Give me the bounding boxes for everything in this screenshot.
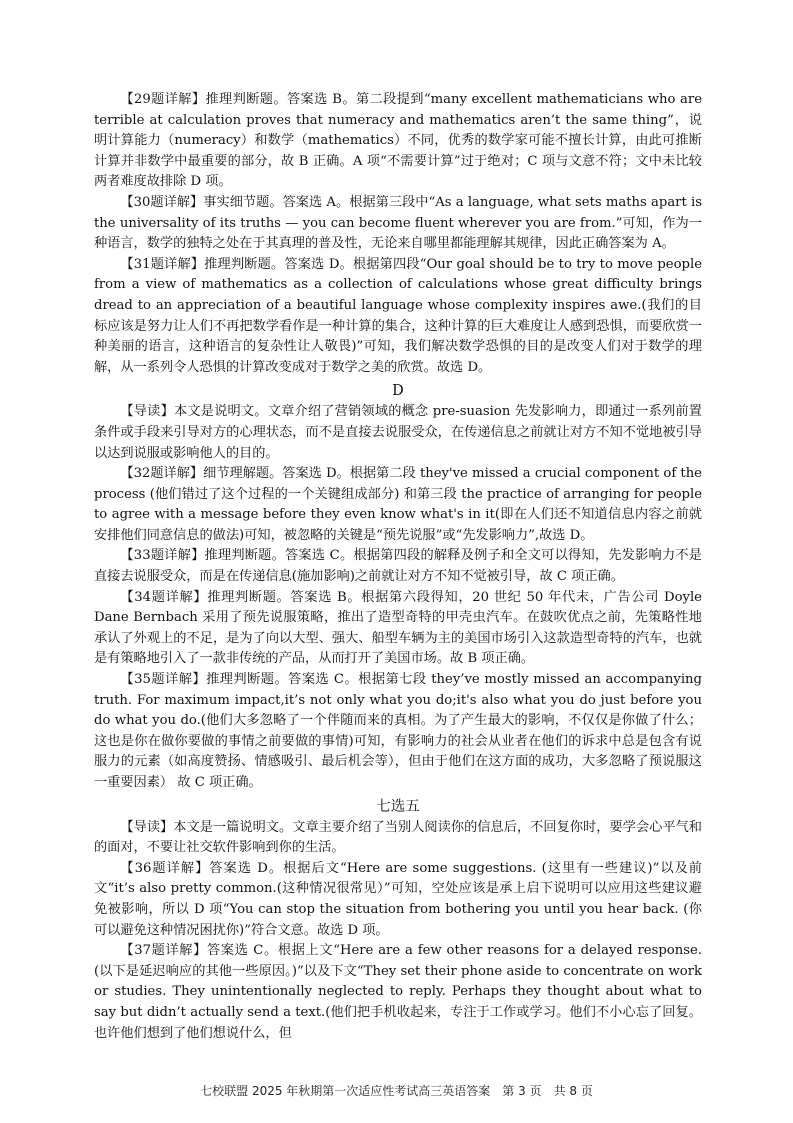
paragraph-guide-d: 【导读】本文是说明文。文章介绍了营销领域的概念 pre-suasion 先发影响力，即通过一系列前置条件或手段来引导对方的心理状态，而不是直接去说服受众，在传递信息之前就让对方不知不觉地被引导以达到说服或影响他人的目的。 xyxy=(94,404,702,461)
paragraph-q30: 【30题详解】事实细节题。答案选 A。根据第三段中“As a language, what sets maths apart is the universality of its truths — you can become fluent wherever you are from.”可知，作为一种语言，数学的独特之处在于其真理的普及性，无论来自哪里都能理解其规律，因此正确答案为 A。 xyxy=(94,194,702,252)
section-title-seven-choose-five: 七选五 xyxy=(376,798,420,815)
paragraph-guide-seven: 【导读】本文是一篇说明文。文章主要介绍了当别人阅读你的信息后，不回复你时，要学会心平气和的面对，不要让社交软件影响到你的生活。 xyxy=(94,819,702,856)
paragraph-q32: 【32题详解】细节理解题。答案选 D。根据第二段 they've missed a crucial component of the process (他们错过了这个过程的一个关键组成部分) 和第三段 the practice of arranging for people to agree with a message before they even know what's in it(即在人们还不知道信息内容之前就安排他们同意信息的做法)可知，被忽略的关键是“预先说服”或“先发影响力”,故选 D。 xyxy=(94,466,702,543)
paragraph-q36: 【36题详解】答案选 D。根据后文“Here are some suggestions. (这里有一些建议)”以及前文“it’s also pretty common.(这种情况很常见）”可知，空处应该是承上启下说明可以应用这些建议避免被影响，所以 D 项“You can stop the situation from bothering you until you hear back. (你可以避免这种情况困扰你)”符合文意。故选 D 项。 xyxy=(94,860,702,938)
page-footer: 七校联盟 2025 年秋期第一次适应性考试高三英语答案 第 3 页 共 8 页 xyxy=(200,1084,593,1098)
paragraph-q33: 【33题详解】推理判断题。答案选 C。根据第四段的解释及例子和全文可以得知，先发影响力不是直接去说服受众，而是在传递信息(施加影响)之前就让对方不知不觉被引导，故 C 项正确。 xyxy=(94,548,702,585)
paragraph-q31: 【31题详解】推理判断题。答案选 D。根据第四段“Our goal should be to try to move people from a view of mathematics as a collection of calculations whose great difficulty brings dread to an appreciation of a beautiful language whose complexity inspires awe.(我们的目标应该是努力让人们不再把数学看作是一种计算的集合，这种计算的巨大难度让人感到恐惧，而要欣赏一种美丽的语言，这种语言的复杂性让人敬畏)”可知，我们解决数学恐惧的目的是改变人们对于数学的理解，从一系列令人恐惧的计算改变成对于数学之美的欣赏。故选 D。 xyxy=(94,256,702,375)
paragraph-q29: 【29题详解】推理判断题。答案选 B。第二段提到“many excellent mathematicians who are terrible at calculation proves that numeracy and mathematics aren’t the same thing”，说明计算能力（numeracy）和数学（mathematics）不同，优秀的数学家可能不擅长计算，由此可推断计算并非数学中最重要的部分，故 B 正确。A 项“不需要计算”过于绝对；C 项与文意不符；文中未比较两者难度故排除 D 项。 xyxy=(94,92,702,190)
paragraph-q35: 【35题详解】推理判断题。答案选 C。根据第七段 they’ve mostly missed an accompanying truth. For maximum impact,it’s not only what you do;it's also what you do just before you do what you do.(他们大多忽略了一个伴随而来的真相。为了产生最大的影响，不仅仅是你做了什么；这也是你在做你要做的事情之前要做的事情)可知，有影响力的社会从业者在他们的诉求中总是包含有说服力的元素（如高度赞扬、情感吸引、最后机会等），但由于他们在这方面的成功，大多忽略了预说服这一重要因素） 故 C 项正确。 xyxy=(94,672,702,790)
section-title-d: D xyxy=(392,383,404,400)
answer-page xyxy=(94,90,702,1044)
paragraph-q34: 【34题详解】推理判断题。答案选 B。根据第六段得知，20 世纪 50 年代末，广告公司 Doyle Dane Bernbach 采用了预先说服策略，推出了造型奇特的甲壳虫汽车。在鼓吹优点之前，先策略性地承认了外观上的不足，是为了向以大型、强大、船型车辆为主的美国市场引入这款造型奇特的汽车，也就是有策略地引入了一款非传统的产品，从而打开了美国市场。故 B 项正确。 xyxy=(94,589,702,667)
paragraph-q37: 【37题详解】答案选 C。根据上文“Here are a few other reasons for a delayed response. (以下是延迟响应的其他一些原因。)”以及下文“They set their phone aside to concentrate on work or studies. They unintentionally neglected to reply. Perhaps they thought about what to say but didn’t actually send a text.(他们把手机收起来，专注于工作或学习。他们不小心忘了回复。也许他们想到了他们想说什么，但 xyxy=(94,943,702,1041)
